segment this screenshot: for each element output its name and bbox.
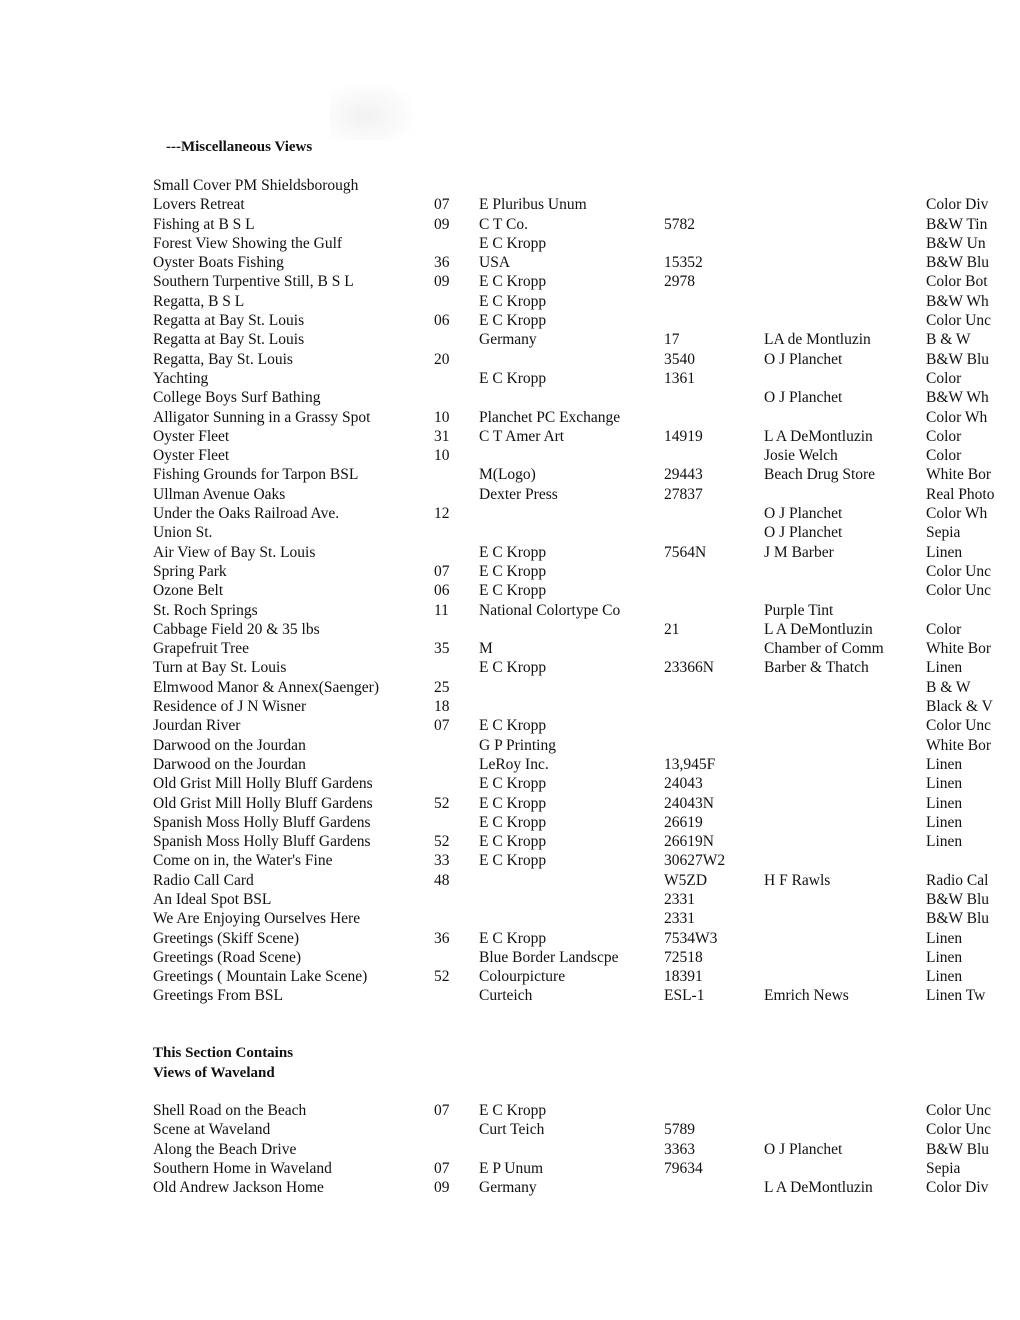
postcard-number: 36	[434, 929, 450, 947]
postcard-title: Cabbage Field 20 & 35 lbs	[153, 620, 320, 638]
postcard-title: Regatta, Bay St. Louis	[153, 350, 293, 368]
postcard-title: Yachting	[153, 369, 209, 387]
postcard-title: Southern Turpentive Still, B S L	[153, 273, 354, 291]
postcard-type: Linen	[926, 948, 963, 966]
postcard-publisher: E C Kropp	[479, 543, 547, 561]
table-row	[0, 639, 1020, 658]
postcard-type: Black & V	[926, 698, 993, 716]
table-row	[0, 1178, 1020, 1197]
postcard-code: 5789	[664, 1121, 695, 1139]
postcard-number: 06	[434, 312, 450, 330]
table-row	[0, 736, 1020, 755]
postcard-photographer: Emrich News	[764, 987, 849, 1005]
postcard-title: Spring Park	[153, 562, 227, 580]
postcard-number: 52	[434, 794, 450, 812]
postcard-type: Linen	[926, 929, 963, 947]
postcard-code: 26619N	[664, 833, 714, 851]
table-row	[0, 1101, 1020, 1120]
table-row	[0, 330, 1020, 349]
postcard-title: Ozone Belt	[153, 582, 224, 600]
postcard-title: Shell Road on the Beach	[153, 1102, 307, 1119]
table-row	[0, 929, 1020, 948]
table-row	[0, 678, 1020, 697]
postcard-number: 20	[434, 350, 450, 368]
postcard-type: Real Photo	[926, 485, 994, 503]
postcard-number: 48	[434, 871, 450, 889]
postcard-title: Turn at Bay St. Louis	[153, 659, 287, 677]
table-row	[0, 504, 1020, 523]
postcard-title: Alligator Sunning in a Grassy Spot	[153, 408, 371, 426]
postcard-code: 26619	[664, 813, 703, 831]
postcard-publisher: Colourpicture	[479, 968, 566, 986]
postcard-publisher: Germany	[479, 331, 537, 349]
postcard-type: Color Unc	[926, 562, 992, 580]
postcard-publisher: G P Printing	[479, 736, 556, 754]
table-row	[0, 485, 1020, 504]
postcard-code: 2978	[664, 273, 695, 291]
postcard-list-miscellaneous	[0, 176, 1020, 1006]
postcard-title: Southern Home in Waveland	[153, 1159, 332, 1177]
postcard-photographer: L A DeMontluzin	[764, 427, 873, 445]
table-row	[0, 253, 1020, 272]
table-row	[0, 388, 1020, 407]
postcard-publisher: Curt Teich	[479, 1121, 545, 1139]
postcard-photographer: Barber & Thatch	[764, 659, 869, 677]
postcard-title: Oyster Fleet	[153, 427, 230, 445]
table-row	[0, 948, 1020, 967]
postcard-type: Color	[926, 620, 962, 638]
postcard-photographer: LA de Montluzin	[764, 331, 871, 349]
postcard-type: Linen	[926, 833, 963, 851]
postcard-type: White Bor	[926, 466, 991, 484]
postcard-title: Oyster Fleet	[153, 447, 230, 465]
postcard-type: White Bor	[926, 640, 991, 658]
table-row	[0, 581, 1020, 600]
postcard-number: 06	[434, 582, 450, 600]
postcard-type: Color Unc	[926, 717, 992, 735]
postcard-number: 36	[434, 254, 450, 272]
postcard-number: 09	[434, 273, 450, 291]
postcard-publisher: E C Kropp	[479, 852, 547, 870]
postcard-title: Jourdan River	[153, 717, 241, 735]
postcard-publisher: E Pluribus Unum	[479, 196, 587, 214]
postcard-type: Sepia	[926, 1159, 961, 1177]
postcard-publisher: C T Amer Art	[479, 427, 565, 445]
postcard-title: Greetings From BSL	[153, 987, 284, 1005]
table-row	[0, 562, 1020, 581]
postcard-type: Linen	[926, 775, 963, 793]
postcard-type: Linen	[926, 794, 963, 812]
postcard-title: College Boys Surf Bathing	[153, 389, 321, 407]
postcard-photographer: O J Planchet	[764, 524, 843, 542]
postcard-number: 18	[434, 698, 450, 716]
postcard-title: Scene at Waveland	[153, 1121, 271, 1139]
postcard-title: Along the Beach Drive	[153, 1140, 297, 1158]
postcard-publisher: E C Kropp	[479, 717, 547, 735]
table-row	[0, 832, 1020, 851]
postcard-title: Grapefruit Tree	[153, 640, 249, 658]
postcard-code: 21	[664, 620, 680, 638]
table-row	[0, 794, 1020, 813]
postcard-type: Color	[926, 427, 962, 445]
postcard-title: Air View of Bay St. Louis	[153, 543, 316, 561]
postcard-code: ESL-1	[664, 987, 705, 1005]
postcard-photographer: O J Planchet	[764, 389, 843, 407]
postcard-number: 25	[434, 678, 450, 696]
postcard-photographer: H F Rawls	[764, 871, 831, 889]
postcard-number: 11	[434, 601, 449, 619]
postcard-photographer: Chamber of Comm	[764, 640, 884, 658]
postcard-number: 09	[434, 1179, 450, 1197]
postcard-publisher: Germany	[479, 1179, 537, 1197]
postcard-publisher: E C Kropp	[479, 312, 547, 330]
postcard-number: 52	[434, 833, 450, 851]
table-row	[0, 1159, 1020, 1178]
postcard-publisher: E C Kropp	[479, 1102, 547, 1119]
postcard-title: Radio Call Card	[153, 871, 254, 889]
postcard-publisher: E P Unum	[479, 1159, 544, 1177]
postcard-publisher: E C Kropp	[479, 794, 547, 812]
postcard-title: St. Roch Springs	[153, 601, 258, 619]
postcard-code: 24043	[664, 775, 703, 793]
table-row	[0, 176, 1020, 195]
table-row	[0, 446, 1020, 465]
postcard-publisher: Blue Border Landscpe	[479, 948, 619, 966]
postcard-type: Color	[926, 369, 962, 387]
postcard-number: 31	[434, 427, 450, 445]
postcard-code: 24043N	[664, 794, 714, 812]
table-row	[0, 851, 1020, 870]
postcard-type: B & W	[926, 331, 971, 349]
postcard-type: Color Unc	[926, 312, 992, 330]
postcard-publisher: E C Kropp	[479, 273, 547, 291]
postcard-number: 33	[434, 852, 450, 870]
postcard-code: 3540	[664, 350, 695, 368]
postcard-title: Greetings ( Mountain Lake Scene)	[153, 968, 368, 986]
postcard-publisher: E C Kropp	[479, 234, 547, 252]
table-row	[0, 292, 1020, 311]
postcard-code: 14919	[664, 427, 703, 445]
postcard-code: 18391	[664, 968, 703, 986]
postcard-type: B&W Blu	[926, 890, 990, 908]
postcard-type: B&W Blu	[926, 1140, 990, 1158]
postcard-photographer: Beach Drug Store	[764, 466, 876, 484]
postcard-code: 17	[664, 331, 680, 349]
table-row	[0, 967, 1020, 986]
table-row	[0, 909, 1020, 928]
postcard-type: Color Bot	[926, 273, 988, 291]
table-row	[0, 871, 1020, 890]
postcard-number: 07	[434, 562, 450, 580]
postcard-title: Spanish Moss Holly Bluff Gardens	[153, 813, 371, 831]
table-row	[0, 523, 1020, 542]
table-row	[0, 272, 1020, 291]
postcard-publisher: E C Kropp	[479, 813, 547, 831]
table-row	[0, 215, 1020, 234]
postcard-publisher: USA	[479, 254, 511, 272]
table-row	[0, 755, 1020, 774]
postcard-title: Darwood on the Jourdan	[153, 736, 306, 754]
postcard-number: 07	[434, 196, 450, 214]
postcard-title: Greetings (Road Scene)	[153, 948, 302, 966]
scan-smudge	[330, 80, 420, 140]
postcard-type: B&W Wh	[926, 292, 989, 310]
postcard-publisher: M(Logo)	[479, 466, 536, 484]
postcard-title: An Ideal Spot BSL	[153, 890, 272, 908]
postcard-code: 23366N	[664, 659, 714, 677]
table-row	[0, 369, 1020, 388]
table-row	[0, 1140, 1020, 1159]
postcard-publisher: Planchet PC Exchange	[479, 408, 621, 426]
postcard-type: Linen	[926, 543, 963, 561]
postcard-type: B&W Blu	[926, 350, 990, 368]
postcard-type: Sepia	[926, 524, 961, 542]
postcard-publisher: E C Kropp	[479, 292, 547, 310]
postcard-publisher: Curteich	[479, 987, 533, 1005]
table-row	[0, 195, 1020, 214]
postcard-number: 35	[434, 640, 450, 658]
postcard-publisher: C T Co.	[479, 215, 528, 233]
postcard-title: Forest View Showing the Gulf	[153, 234, 343, 252]
postcard-number: 52	[434, 968, 450, 986]
postcard-title: Under the Oaks Railroad Ave.	[153, 505, 340, 523]
section-heading-miscellaneous: ---Miscellaneous Views	[166, 139, 313, 155]
postcard-publisher: E C Kropp	[479, 659, 547, 677]
postcard-title: Fishing Grounds for Tarpon BSL	[153, 466, 359, 484]
postcard-title: Old Grist Mill Holly Bluff Gardens	[153, 794, 373, 812]
postcard-type: Linen Tw	[926, 987, 986, 1005]
postcard-type: Color Wh	[926, 408, 988, 426]
postcard-code: 2331	[664, 910, 695, 928]
postcard-title: Come on in, the Water's Fine	[153, 852, 333, 870]
postcard-publisher: LeRoy Inc.	[479, 755, 549, 773]
postcard-number: 10	[434, 408, 450, 426]
section-heading-waveland: This Section Contains Views of Waveland	[153, 1045, 294, 1081]
postcard-type: Color Unc	[926, 1121, 992, 1139]
postcard-type: Linen	[926, 659, 963, 677]
postcard-type: Color Div	[926, 1179, 989, 1197]
postcard-type: B & W	[926, 678, 971, 696]
postcard-type: Color Unc	[926, 582, 992, 600]
postcard-code: 1361	[664, 369, 695, 387]
postcard-type: Color Unc	[926, 1102, 992, 1119]
postcard-code: 79634	[664, 1159, 703, 1177]
postcard-number: 07	[434, 1102, 450, 1119]
postcard-title: Regatta, B S L	[153, 292, 245, 310]
postcard-photographer: O J Planchet	[764, 505, 843, 523]
postcard-title: Old Andrew Jackson Home	[153, 1179, 324, 1197]
table-row	[0, 697, 1020, 716]
postcard-photographer: L A DeMontluzin	[764, 1179, 873, 1197]
table-row	[0, 1120, 1020, 1139]
postcard-photographer: J M Barber	[764, 543, 834, 561]
postcard-title: Lovers Retreat	[153, 196, 245, 214]
table-row	[0, 311, 1020, 330]
postcard-type: Linen	[926, 813, 963, 831]
postcard-title: Greetings (Skiff Scene)	[153, 929, 300, 947]
postcard-title: Union St.	[153, 524, 213, 542]
postcard-type: Radio Cal	[926, 871, 989, 889]
postcard-type: B&W Blu	[926, 254, 990, 272]
postcard-code: 72518	[664, 948, 703, 966]
postcard-code: 2331	[664, 890, 695, 908]
table-row	[0, 465, 1020, 484]
postcard-publisher: E C Kropp	[479, 833, 547, 851]
table-row	[0, 408, 1020, 427]
postcard-number: 07	[434, 1159, 450, 1177]
postcard-title: Ullman Avenue Oaks	[153, 485, 286, 503]
postcard-type: B&W Tin	[926, 215, 988, 233]
postcard-photographer: L A DeMontluzin	[764, 620, 873, 638]
postcard-code: 3363	[664, 1140, 695, 1158]
postcard-title: Oyster Boats Fishing	[153, 254, 284, 272]
postcard-type: Color Wh	[926, 505, 988, 523]
postcard-number: 12	[434, 505, 450, 523]
postcard-title: Darwood on the Jourdan	[153, 755, 306, 773]
table-row	[0, 543, 1020, 562]
postcard-title: Residence of J N Wisner	[153, 698, 307, 716]
postcard-code: 7534W3	[664, 929, 718, 947]
postcard-title: Old Grist Mill Holly Bluff Gardens	[153, 775, 373, 793]
postcard-publisher: Dexter Press	[479, 485, 558, 503]
postcard-code: 7564N	[664, 543, 707, 561]
table-row	[0, 813, 1020, 832]
postcard-title: Regatta at Bay St. Louis	[153, 331, 305, 349]
postcard-publisher: National Colortype Co	[479, 601, 621, 619]
postcard-code: W5ZD	[664, 871, 708, 889]
postcard-type: Color	[926, 447, 962, 465]
postcard-number: 10	[434, 447, 450, 465]
postcard-number: 07	[434, 717, 450, 735]
postcard-list-waveland	[0, 1101, 1020, 1197]
postcard-code: 5782	[664, 215, 695, 233]
table-row	[0, 620, 1020, 639]
table-row	[0, 716, 1020, 735]
postcard-type: Linen	[926, 755, 963, 773]
postcard-publisher: M	[479, 640, 493, 658]
postcard-publisher: E C Kropp	[479, 775, 547, 793]
table-row	[0, 774, 1020, 793]
table-row	[0, 601, 1020, 620]
table-row	[0, 350, 1020, 369]
table-row	[0, 890, 1020, 909]
postcard-type: Linen	[926, 968, 963, 986]
postcard-photographer: Josie Welch	[764, 447, 838, 465]
postcard-number: 09	[434, 215, 450, 233]
postcard-publisher: E C Kropp	[479, 369, 547, 387]
postcard-code: 15352	[664, 254, 703, 272]
postcard-title: Elmwood Manor & Annex(Saenger)	[153, 678, 379, 696]
postcard-publisher: E C Kropp	[479, 929, 547, 947]
postcard-type: B&W Blu	[926, 910, 990, 928]
postcard-type: Color Div	[926, 196, 989, 214]
postcard-code: 29443	[664, 466, 703, 484]
postcard-photographer: O J Planchet	[764, 350, 843, 368]
postcard-title: Small Cover PM Shieldsborough	[153, 177, 359, 194]
postcard-code: 27837	[664, 485, 703, 503]
postcard-publisher: E C Kropp	[479, 582, 547, 600]
table-row	[0, 427, 1020, 446]
postcard-publisher: E C Kropp	[479, 562, 547, 580]
postcard-title: Regatta at Bay St. Louis	[153, 312, 305, 330]
table-row	[0, 658, 1020, 677]
postcard-code: 30627W2	[664, 852, 726, 870]
postcard-title: Fishing at B S L	[153, 215, 255, 233]
table-row	[0, 234, 1020, 253]
postcard-title: We Are Enjoying Ourselves Here	[153, 910, 361, 928]
postcard-title: Spanish Moss Holly Bluff Gardens	[153, 833, 371, 851]
postcard-type: B&W Wh	[926, 389, 989, 407]
postcard-type: White Bor	[926, 736, 991, 754]
postcard-code: 13,945F	[664, 755, 716, 773]
postcard-photographer: O J Planchet	[764, 1140, 843, 1158]
postcard-photographer: Purple Tint	[764, 601, 834, 619]
postcard-type: B&W Un	[926, 234, 986, 252]
table-row	[0, 986, 1020, 1005]
